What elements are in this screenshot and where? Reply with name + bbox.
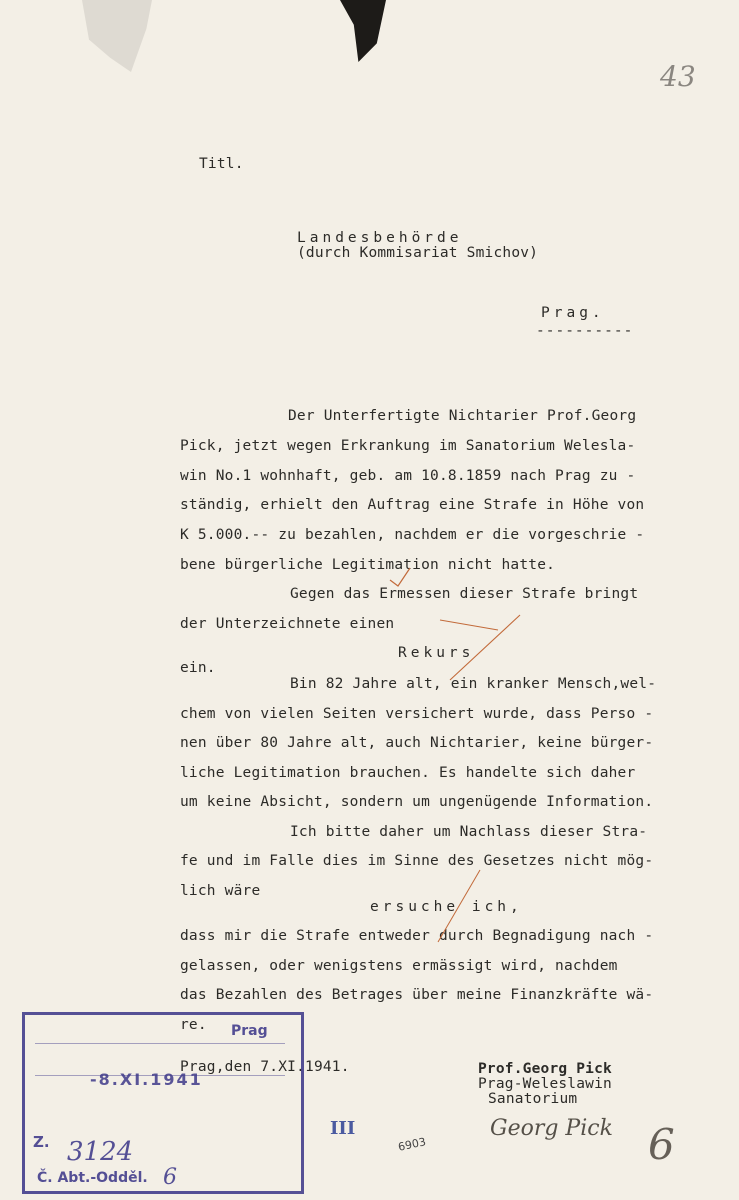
- stamp-dept-label: Č. Abt.-Odděl.: [37, 1170, 148, 1186]
- body-line-15: um keine Absicht, sondern um ungenügende Information.: [180, 794, 654, 810]
- sender-place: Sanatorium: [488, 1091, 578, 1107]
- torn-corner: [82, 0, 152, 72]
- sender-name: Prof.Georg Pick: [478, 1061, 612, 1077]
- stamp-date: -8.XI.1941: [90, 1070, 203, 1089]
- body-line-6: bene bürgerliche Legitimation nicht hatte.: [180, 557, 556, 573]
- body-line-5: K 5.000.-- zu bezahlen, nachdem er die vorgeschrie -: [180, 527, 645, 543]
- body-line-10: ein.: [180, 660, 216, 676]
- stamp-city: Prag: [231, 1023, 268, 1039]
- body-line-16: Ich bitte daher um Nachlass dieser Stra-: [290, 824, 648, 840]
- recipient-city: Prag.: [541, 305, 605, 321]
- body-line-21: gelassen, oder wenigstens ermässigt wird, nachdem: [180, 958, 618, 974]
- stamp-z-label: Z.: [33, 1133, 50, 1151]
- stamp-rule: [35, 1043, 285, 1044]
- corner-number: 6: [648, 1120, 675, 1169]
- body-line-1: Der Unterfertigte Nichtarier Prof.Georg: [288, 408, 637, 424]
- page-number: 43: [660, 60, 696, 93]
- date-line: Prag,den 7.XI.1941.: [180, 1059, 350, 1075]
- body-line-11: Bin 82 Jahre alt, ein kranker Mensch,wel-: [290, 676, 657, 692]
- pencil-check-marks: [380, 560, 530, 690]
- body-line-7: Gegen das Ermessen dieser Strafe bringt: [290, 586, 639, 602]
- salutation: Titl.: [199, 156, 244, 172]
- body-line-14: liche Legitimation brauchen. Es handelte sich daher: [180, 765, 636, 781]
- torn-edge: [340, 0, 386, 62]
- sender-address: Prag-Weleslawin: [478, 1076, 612, 1092]
- body-line-17: fe und im Falle dies im Sinne des Gesetzes nicht mög-: [180, 853, 654, 869]
- body-line-8: der Unterzeichnete einen: [180, 616, 395, 632]
- recipient-line1: Landesbehörde: [297, 230, 463, 246]
- city-underline: ----------: [536, 323, 634, 339]
- stamp-number: 3124: [67, 1137, 134, 1167]
- roman-mark: III: [330, 1118, 356, 1139]
- registry-number: 6903: [396, 1135, 428, 1154]
- body-line-22: das Bezahlen des Betrages über meine Finanzkräfte wä-: [180, 987, 654, 1003]
- pencil-stroke: [420, 860, 500, 950]
- body-line-12: chem von vielen Seiten versichert wurde, dass Perso -: [180, 706, 654, 722]
- office-stamp: [22, 1012, 304, 1194]
- recipient-line2: (durch Kommisariat Smichov): [297, 245, 539, 261]
- body-line-20: dass mir die Strafe entweder durch Begnadigung nach -: [180, 928, 654, 944]
- body-line-18: lich wäre: [180, 883, 261, 899]
- body-line-3: win No.1 wohnhaft, geb. am 10.8.1859 nach Prag zu -: [180, 468, 636, 484]
- handwritten-signature: Georg Pick: [490, 1116, 613, 1141]
- body-rekurs: Rekurs: [398, 645, 475, 661]
- body-line-23: re.: [180, 1017, 207, 1033]
- body-line-2: Pick, jetzt wegen Erkrankung im Sanatorium Weleslа-: [180, 438, 636, 454]
- body-ersuche: ersuche ich,: [370, 899, 523, 915]
- body-line-13: nen über 80 Jahre alt, auch Nichtarier, keine bürger-: [180, 735, 654, 751]
- body-line-4: ständig, erhielt den Auftrag eine Strafe in Höhe von: [180, 497, 645, 513]
- stamp-dept-value: 6: [163, 1165, 177, 1190]
